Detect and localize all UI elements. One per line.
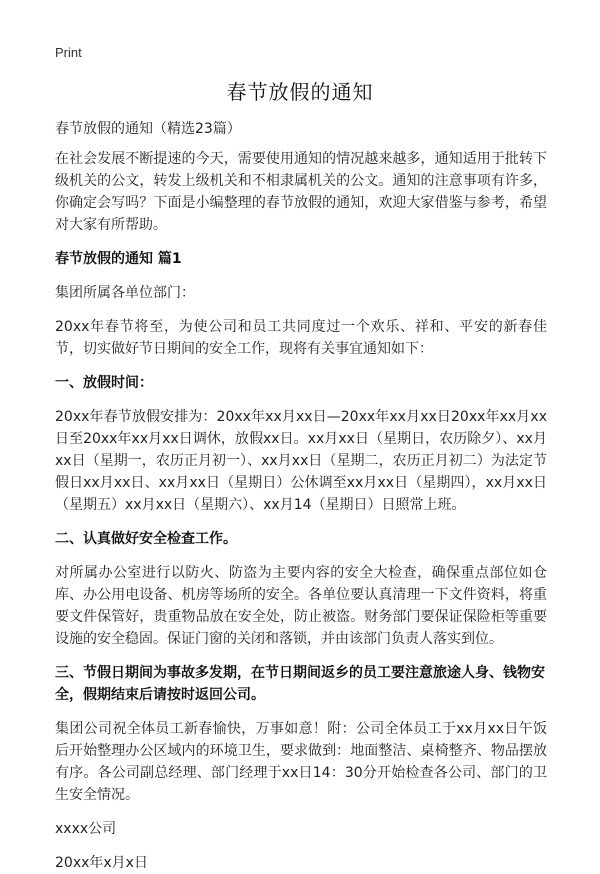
- document-subtitle: 春节放假的通知（精选23篇）: [55, 121, 241, 137]
- intro-paragraph: 在社会发展不断提速的今天，需要使用通知的情况越来越多，通知适用于批转下级机关的公文，转发上级机关和不相隶属机关的公文。通知的注意事项有许多，你确定会写吗？下面是小编整理的春节放假的通知，欢迎大家借鉴与参考，希望对大家有所帮助。: [55, 151, 547, 233]
- document-body: [55, 116, 547, 874]
- opening-paragraph: 20xx年春节将至，为使公司和员工共同度过一个欢乐、祥和、平安的新春佳节，切实做好节日期间的安全工作，现将有关事宜通知如下：: [55, 319, 547, 357]
- print-link[interactable]: Print: [55, 45, 82, 60]
- heading-safety-inspection: 二、认真做好安全检查工作。: [55, 531, 237, 547]
- section-heading: 春节放假的通知 篇1: [55, 251, 182, 267]
- greeting-paragraph: 集团公司祝全体员工新春愉快，万事如意！附：公司全体员工于xx月xx日午饭后开始整理办公区域内的环境卫生，要求做到：地面整洁、桌椅整齐、物品摆放有序。各公司副总经理、部门经理于xx日14：30分开始检查各公司、部门的卫生安全情况。: [55, 721, 547, 803]
- heading-travel-safety: 三、节假日期间为事故多发期，在节日期间返乡的员工要注意旅途人身、钱物安全，假期结束后请按时返回公司。: [55, 665, 545, 703]
- signature-company: xxxx公司: [55, 821, 117, 837]
- page-title: 春节放假的通知: [226, 80, 374, 104]
- salutation: 集团所属各单位部门：: [55, 285, 195, 301]
- signature-date: 20xx年x月x日: [55, 855, 148, 871]
- heading-holiday-time: 一、放假时间：: [55, 375, 153, 391]
- safety-inspection-paragraph: 对所属办公室进行以防火、防盗为主要内容的安全大检查，确保重点部位如仓库、办公用电设备、机房等场所的安全。各单位要认真清理一下文件资料，将重要文件保管好，贵重物品放在安全处，防止被盗。财务部门要保证保险柜等重要设施的安全稳固。保证门窗的关闭和落锁，并由该部门负责人落实到位。: [55, 565, 547, 647]
- holiday-schedule-paragraph: 20xx年春节放假安排为：20xx年xx月xx日—20xx年xx月xx日20xx年xx月xx日至20xx年xx月xx日调休，放假xx日。xx月xx日（星期日，农历除夕）、xx月xx日（星期一，农历正月初一）、xx月xx日（星期二，农历正月初二）为法定节假日xx月xx日、xx月xx日（星期日）公休调至xx月xx日（星期四），xx月xx日（星期五）xx月xx日（星期六）、xx月14（星期日）日照常上班。: [55, 409, 547, 513]
